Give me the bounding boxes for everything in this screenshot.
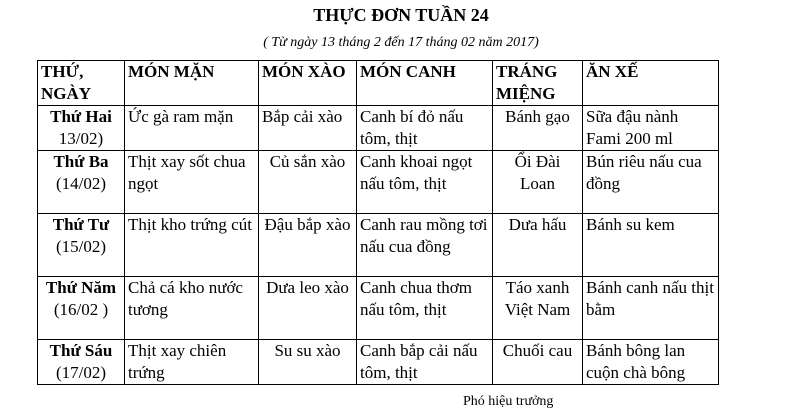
header-soup: MÓN CANH [357,61,493,106]
header-main-dish: MÓN MẶN [125,61,259,106]
soup-cell: Canh chua thơm nấu tôm, thịt [357,277,493,340]
soup-cell: Canh bí đỏ nấu tôm, thịt [357,106,493,151]
snack-cell: Bánh bông lan cuộn chà bông [583,340,719,385]
day-cell: Thứ Năm (16/02 ) [38,277,125,340]
header-stir-fry: MÓN XÀO [259,61,357,106]
dessert-cell: Ổi Đài Loan [493,151,583,214]
date-range-subtitle: ( Từ ngày 13 tháng 2 đến 17 tháng 02 năm 2017) [263,35,539,50]
snack-cell: Sữa đậu nành Fami 200 ml [583,106,719,151]
day-cell: Thứ Sáu (17/02) [38,340,125,385]
soup-cell: Canh rau mồng tơi nấu cua đồng [357,214,493,277]
stir-fry-cell: Su su xào [259,340,357,385]
weekly-menu-table [37,60,719,385]
header-snack: ĂN XẾ [583,61,719,106]
soup-cell: Canh khoai ngọt nấu tôm, thịt [357,151,493,214]
main-dish-cell: Chả cá kho nước tương [125,277,259,340]
day-cell: Thứ Tư (15/02) [38,214,125,277]
main-dish-cell: Thịt kho trứng cút [125,214,259,277]
soup-cell: Canh bắp cải nấu tôm, thịt [357,340,493,385]
main-dish-cell: Thịt xay sốt chua ngọt [125,151,259,214]
day-cell: Thứ Hai 13/02) [38,106,125,151]
page-title: THỰC ĐƠN TUẦN 24 [313,5,489,25]
header-day: THỨ, NGÀY [38,61,125,106]
table-row [38,214,719,277]
table-row [38,106,719,151]
main-dish-cell: Ức gà ram mặn [125,106,259,151]
stir-fry-cell: Dưa leo xào [259,277,357,340]
snack-cell: Bánh su kem [583,214,719,277]
dessert-cell: Táo xanh Việt Nam [493,277,583,340]
table-row [38,340,719,385]
day-cell: Thứ Ba (14/02) [38,151,125,214]
dessert-cell: Chuối cau [493,340,583,385]
stir-fry-cell: Củ sắn xào [259,151,357,214]
header-dessert: TRÁNG MIỆNG [493,61,583,106]
stir-fry-cell: Bắp cải xào [259,106,357,151]
snack-cell: Bún riêu nấu cua đồng [583,151,719,214]
dessert-cell: Dưa hấu [493,214,583,277]
table-row [38,151,719,214]
dessert-cell: Bánh gạo [493,106,583,151]
stir-fry-cell: Đậu bắp xào [259,214,357,277]
signature-title: Phó hiệu trưởng [463,394,554,409]
table-row [38,277,719,340]
main-dish-cell: Thịt xay chiên trứng [125,340,259,385]
snack-cell: Bánh canh nấu thịt bằm [583,277,719,340]
table-header-row [38,61,719,106]
